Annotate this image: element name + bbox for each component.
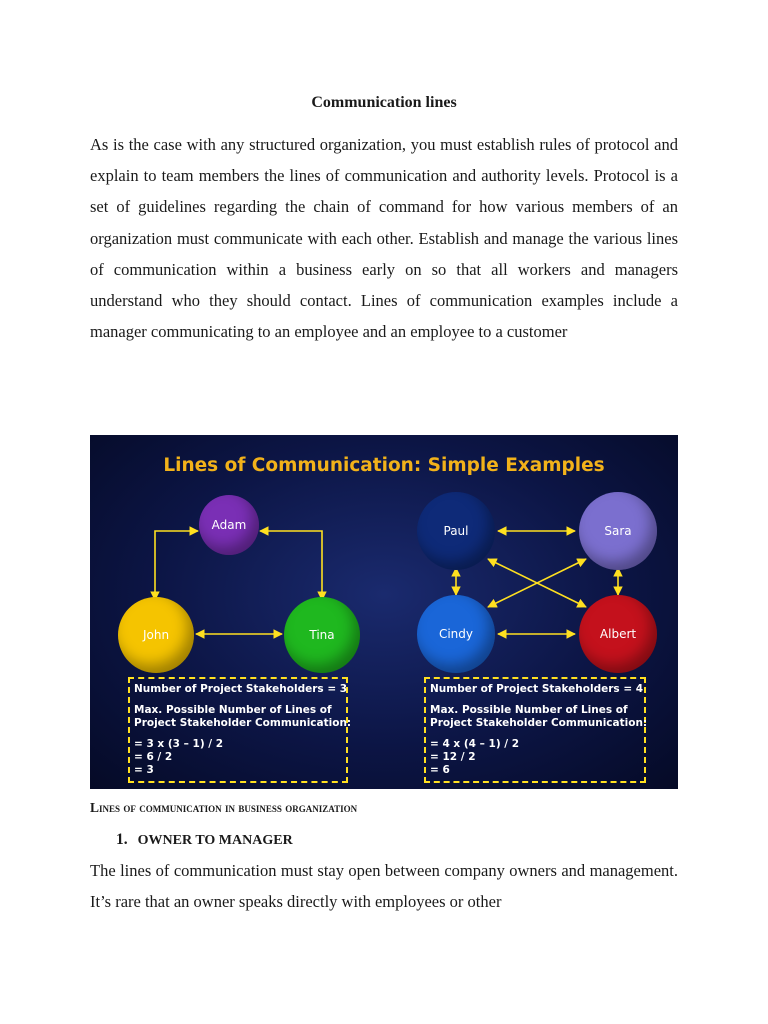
box-calc-3: = 6 <box>430 764 450 776</box>
box-max-lines-2: Project Stakeholder Communication: <box>430 717 648 729</box>
info-box-three <box>128 677 352 783</box>
box-max-lines: Max. Possible Number of Lines of <box>134 704 332 716</box>
subsection-number: 1. <box>116 831 128 848</box>
section-heading: Lines of communication in business organization <box>90 800 358 815</box>
box-max-lines-2: Project Stakeholder Communication: <box>134 717 352 729</box>
node-cindy: Cindy <box>417 595 495 673</box>
box-calc-1: = 4 x (4 – 1) / 2 <box>430 738 520 750</box>
diagram-title: Lines of Communication: Simple Examples <box>163 455 605 476</box>
arrow-adam-john <box>155 531 198 600</box>
node-albert: Albert <box>579 595 657 673</box>
subsection-heading <box>116 831 293 849</box>
box-calc-1: = 3 x (3 – 1) / 2 <box>134 738 224 750</box>
communication-diagram <box>90 435 678 789</box>
box-stakeholders: Number of Project Stakeholders = 4 <box>430 683 644 695</box>
page-title: Communication lines <box>311 94 457 111</box>
node-sara: Sara <box>579 492 657 570</box>
box-calc-3: = 3 <box>134 764 154 776</box>
box-calc-2: = 6 / 2 <box>134 751 173 763</box>
node-tina: Tina <box>284 597 360 673</box>
arrow-adam-tina <box>260 531 322 600</box>
node-adam: Adam <box>199 495 259 555</box>
info-box-four <box>424 677 646 783</box>
box-stakeholders: Number of Project Stakeholders = 3 <box>134 683 348 695</box>
intro-paragraph: As is the case with any structured organization, you must establish rules of protocol and explain to team members the lines of communication and authority levels. Protocol is a set of guidelines regarding the chain of command for how various members of an organization must communicate with each other. Establish and manage the various lines of communication within a business early on so that all workers and managers understand who they should contact. Lines of communication examples include a manager communicating to an employee and an employee to a customer <box>90 135 678 342</box>
subsection-title: OWNER TO MANAGER <box>137 833 293 848</box>
box-max-lines: Max. Possible Number of Lines of <box>430 704 628 716</box>
node-john: John <box>118 597 194 673</box>
node-paul: Paul <box>417 492 495 570</box>
box-calc-2: = 12 / 2 <box>430 751 476 763</box>
owner-to-manager-paragraph: The lines of communication must stay open between company owners and management. It’s rare that an owner speaks directly with employees or other <box>90 861 678 912</box>
